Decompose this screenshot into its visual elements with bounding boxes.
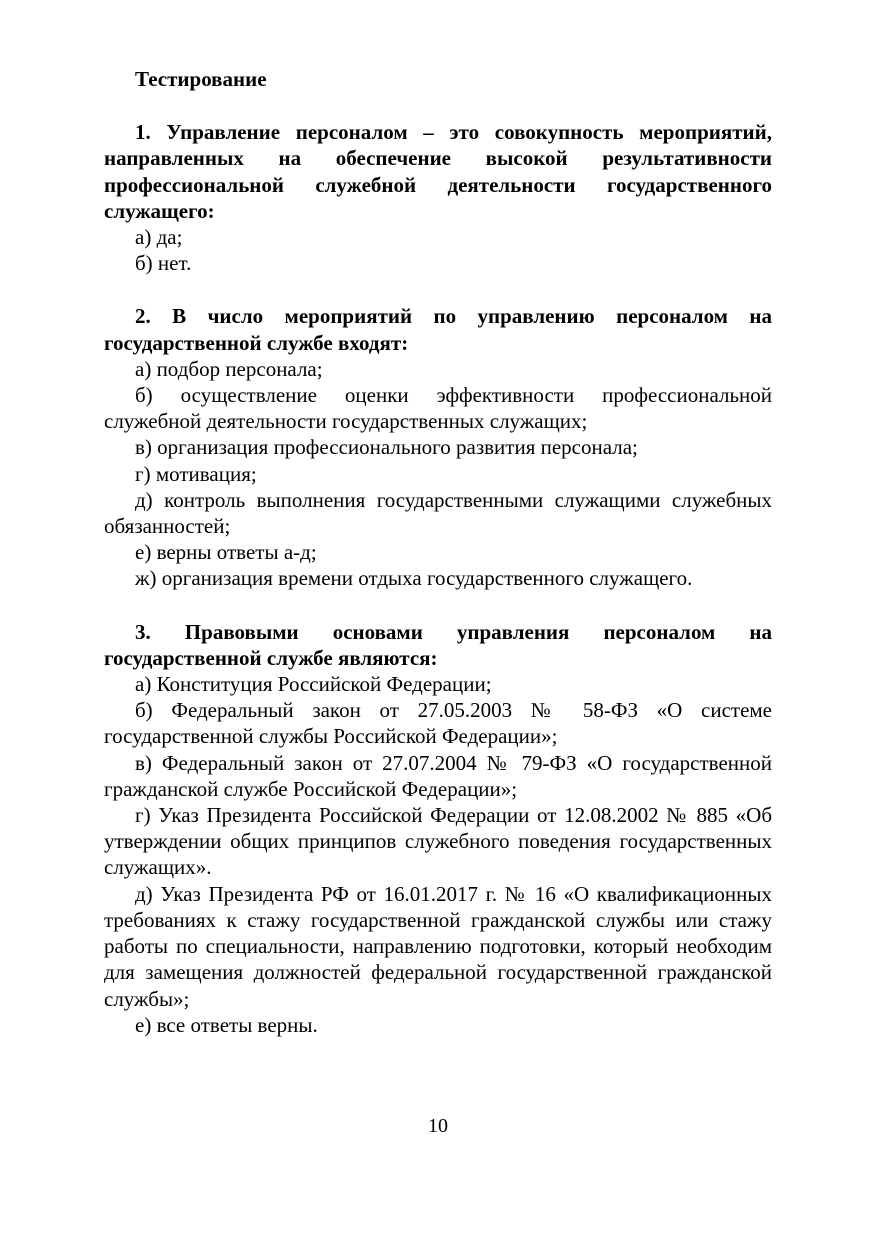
question-3-answer-d: г) Указ Президента Российской Федерации от 12.08.2002 № 885 «Об утверждении общих принципов служебного поведения государственных служащих». xyxy=(104,803,772,880)
question-1-answer-b: б) нет. xyxy=(135,251,192,276)
question-2-answer-g: ж) организация времени отдыха государственного служащего. xyxy=(135,566,693,591)
question-2-answer-a: а) подбор персонала; xyxy=(135,356,323,381)
question-3-answer-f: е) все ответы верны. xyxy=(135,1012,318,1037)
question-2-answer-d: г) мотивация; xyxy=(135,461,257,486)
question-3-text: 3. Правовыми основами управления персоналом на государственной службе являются: xyxy=(104,619,772,670)
question-2-answer-c: в) организация профессионального развития персонала; xyxy=(135,435,638,460)
question-3-answer-a: а) Конституция Российской Федерации; xyxy=(135,672,492,697)
question-3 xyxy=(104,619,772,1038)
question-2-answer-f: е) верны ответы а-д; xyxy=(135,540,317,565)
page-content xyxy=(104,66,772,1038)
page-number: 10 xyxy=(428,1115,448,1137)
question-1 xyxy=(104,119,772,276)
question-3-answer-e: д) Указ Президента РФ от 16.01.2017 г. № 16 «О квалификационных требованиях к стажу государственной гражданской службы или стажу работы по специальности, направлению подготовки, который необходим для замещения должностей федеральной государственной гражданской службы»; xyxy=(104,881,772,1011)
question-1-answer-a: а) да; xyxy=(135,225,183,250)
question-2-answer-e: д) контроль выполнения государственными служащими служебных обязанностей; xyxy=(104,487,772,539)
question-2-text: 2. В число мероприятий по управлению персоналом на государственной службе входят: xyxy=(104,304,772,355)
section-heading: Тестирование xyxy=(135,67,267,91)
question-2-answer-b: б) осуществление оценки эффективности профессиональной служебной деятельности государственных служащих; xyxy=(104,383,772,434)
question-2 xyxy=(104,303,772,591)
question-3-answer-b: б) Федеральный закон от 27.05.2003 № 58-ФЗ «О системе государственной службы Российской Федерации»; xyxy=(104,698,772,749)
question-3-answer-c: в) Федеральный закон от 27.07.2004 № 79-ФЗ «О государственной гражданской службе Российской Федерации»; xyxy=(104,750,772,801)
question-1-text: 1. Управление персоналом – это совокупность мероприятий, направленных на обеспечение высокой результативности профессиональной служебной деятельности государственного служащего: xyxy=(104,120,772,223)
